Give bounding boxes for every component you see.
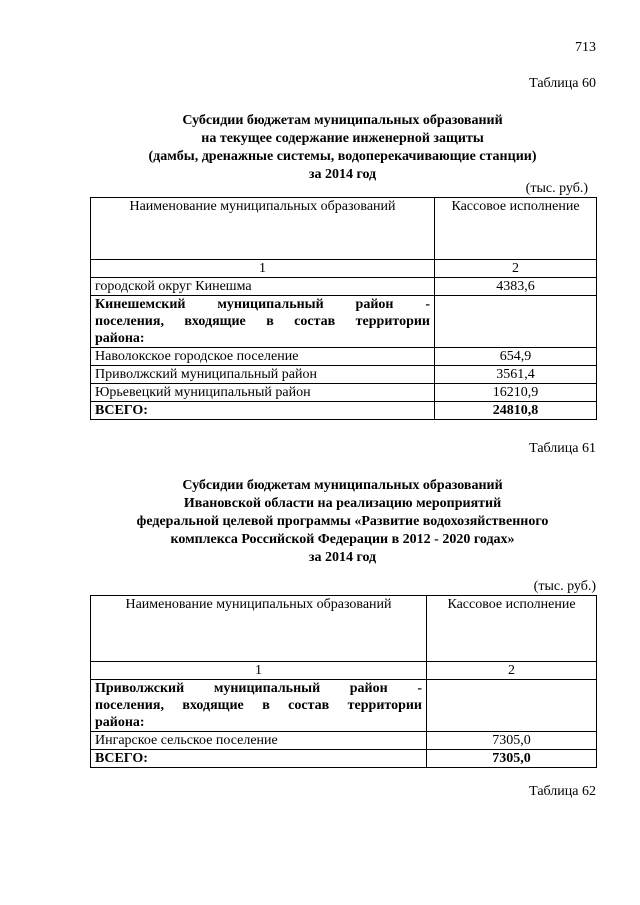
table-62-label: Таблица 62 <box>529 784 596 799</box>
header-cell: Наименование муниципальных образований <box>91 198 435 260</box>
table-60-title <box>90 112 595 184</box>
table-60 <box>90 197 597 420</box>
row-name: ВСЕГО: <box>91 402 435 420</box>
title-line: Субсидии бюджетам муниципальных образований <box>182 478 503 493</box>
row-name <box>91 296 435 348</box>
table-row <box>91 366 597 384</box>
title-line: (дамбы, дренажные системы, водоперекачивающие станции) <box>148 149 537 164</box>
name-line: поселения, входящие в состав территории <box>95 314 430 329</box>
table-row <box>91 278 597 296</box>
row-value: 24810,8 <box>435 402 597 420</box>
row-name: Приволжский муниципальный район <box>91 366 435 384</box>
row-value: 7305,0 <box>427 732 597 750</box>
row-value: 654,9 <box>435 348 597 366</box>
row-name: Ингарское сельское поселение <box>91 732 427 750</box>
name-line: поселения, входящие в состав территории <box>95 698 422 713</box>
name-line: района: <box>95 715 145 730</box>
row-name <box>91 680 427 732</box>
row-name: городской округ Кинешма <box>91 278 435 296</box>
table-row <box>91 732 597 750</box>
name-line: Кинешемский муниципальный район - <box>95 297 430 312</box>
column-number-cell: 1 <box>91 260 435 278</box>
title-line: Субсидии бюджетам муниципальных образований <box>182 113 503 128</box>
table-61 <box>90 595 597 768</box>
table-61-label: Таблица 61 <box>529 441 596 456</box>
name-line: Приволжский муниципальный район - <box>95 681 422 696</box>
row-value <box>435 296 597 348</box>
column-number-row <box>91 260 597 278</box>
row-name: Наволокское городское поселение <box>91 348 435 366</box>
table-row <box>91 296 597 348</box>
table-row <box>91 348 597 366</box>
table-60-label: Таблица 60 <box>529 76 596 91</box>
table-header-row <box>91 198 597 260</box>
table-61-title <box>90 477 595 567</box>
title-line: за 2014 год <box>308 167 377 182</box>
table-60-units: (тыс. руб.) <box>525 181 588 196</box>
column-number-cell: 2 <box>427 662 597 680</box>
title-line: на текущее содержание инженерной защиты <box>201 131 484 146</box>
column-number-cell: 2 <box>435 260 597 278</box>
table-61-units: (тыс. руб.) <box>533 579 596 594</box>
table-row <box>91 680 597 732</box>
row-name: Юрьевецкий муниципальный район <box>91 384 435 402</box>
column-number-row <box>91 662 597 680</box>
total-row <box>91 750 597 768</box>
header-cell: Наименование муниципальных образований <box>91 596 427 662</box>
page-number: 713 <box>575 40 596 55</box>
row-value: 3561,4 <box>435 366 597 384</box>
row-value: 7305,0 <box>427 750 597 768</box>
column-number-cell: 1 <box>91 662 427 680</box>
table-row <box>91 384 597 402</box>
total-row <box>91 402 597 420</box>
header-cell: Кассовое исполнение <box>435 198 597 260</box>
name-line: района: <box>95 331 145 346</box>
row-name: ВСЕГО: <box>91 750 427 768</box>
row-value: 4383,6 <box>435 278 597 296</box>
header-cell: Кассовое исполнение <box>427 596 597 662</box>
row-value: 16210,9 <box>435 384 597 402</box>
title-line: за 2014 год <box>308 550 377 565</box>
title-line: комплекса Российской Федерации в 2012 - 2020 годах» <box>170 532 515 547</box>
title-line: федеральной целевой программы «Развитие водохозяйственного <box>136 514 549 529</box>
title-line: Ивановской области на реализацию мероприятий <box>183 496 502 511</box>
row-value <box>427 680 597 732</box>
table-header-row <box>91 596 597 662</box>
